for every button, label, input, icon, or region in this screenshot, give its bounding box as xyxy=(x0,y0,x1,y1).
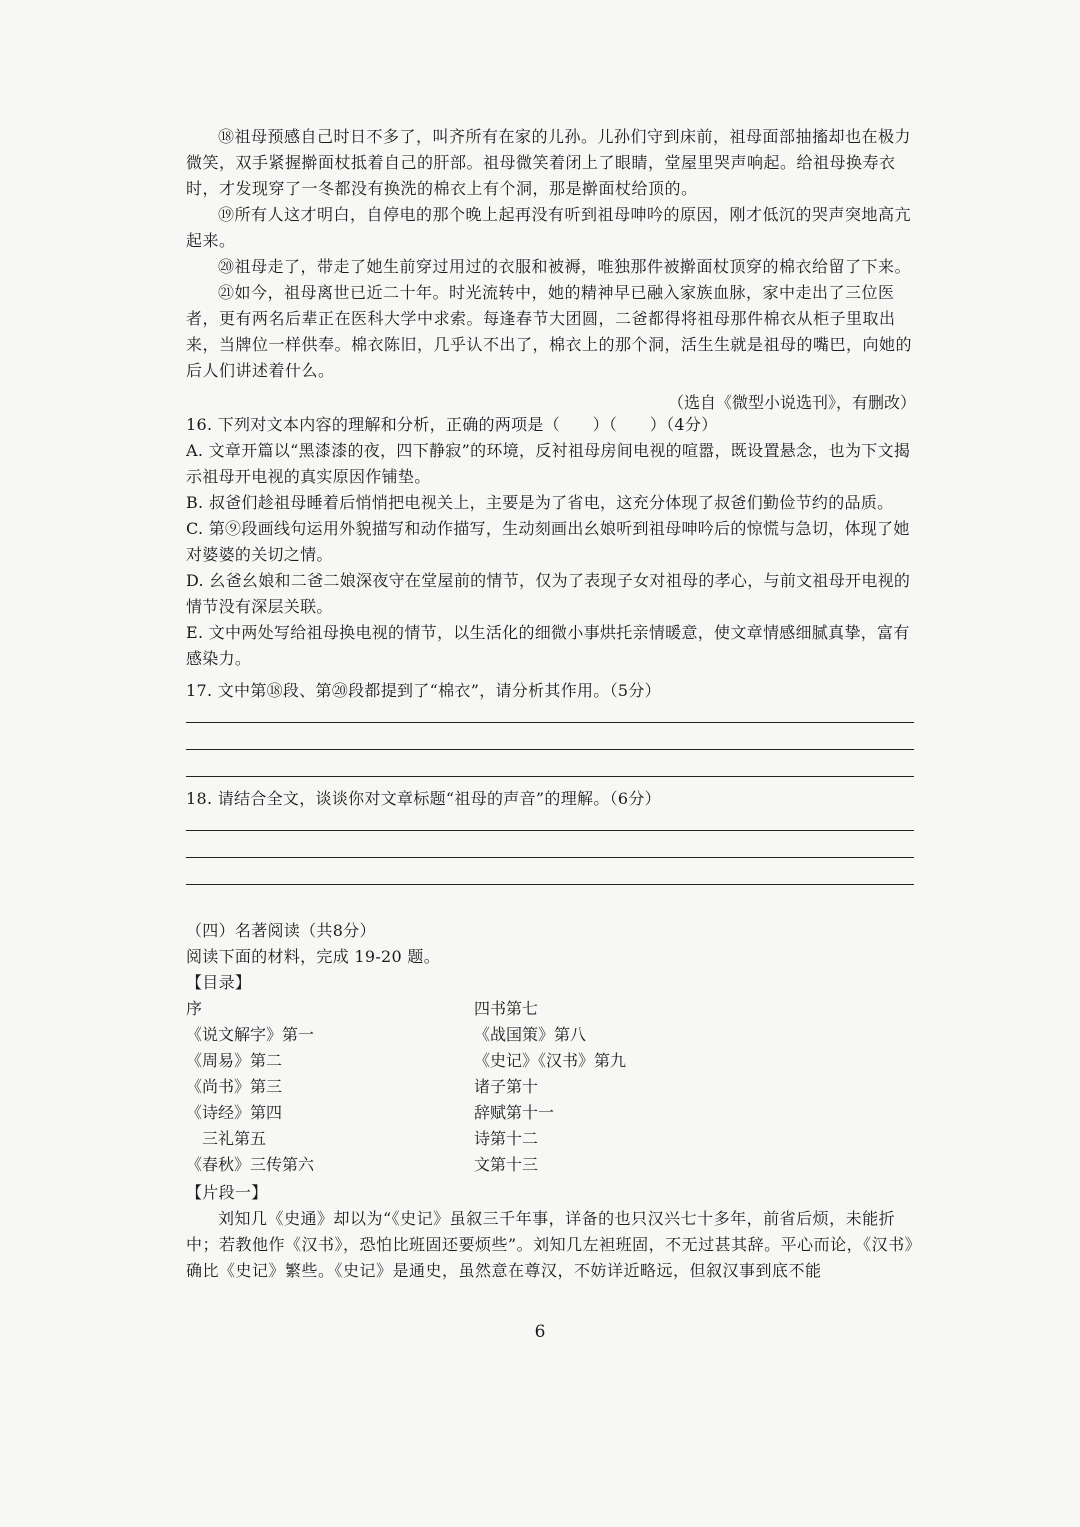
toc-item: 辞赋第十一 xyxy=(474,1103,555,1122)
question-16-option-e: E. 文中两处写给祖母换电视的情节，以生活化的细微小事烘托亲情暖意，使文章情感细腻真挚，富有感染力。 xyxy=(186,623,910,668)
toc-item: 文第十三 xyxy=(474,1155,539,1174)
excerpt-one xyxy=(186,1180,916,1284)
question-18-stem: 18. 请结合全文，谈谈你对文章标题“祖母的声音”的理解。（6分） xyxy=(186,789,661,808)
page-number: 6 xyxy=(534,1322,546,1342)
toc-item: 诗第十二 xyxy=(474,1129,539,1148)
toc-item: 诸子第十 xyxy=(474,1077,539,1096)
question-18 xyxy=(186,786,916,885)
section-title: （四）名著阅读（共8分） xyxy=(186,921,376,940)
toc-item: 《说文解字》第一 xyxy=(186,1025,315,1044)
toc-right-column xyxy=(474,996,626,1178)
answer-line[interactable] xyxy=(186,857,914,858)
question-16-option-d: D. 幺爸幺娘和二爸二娘深夜守在堂屋前的情节，仅为了表现子女对祖母的孝心，与前文祖母开电视的情节没有深层关联。 xyxy=(186,571,911,616)
story-text xyxy=(186,124,916,416)
answer-line[interactable] xyxy=(186,830,914,831)
story-paragraph-20: ⑳祖母走了，带走了她生前穿过用过的衣服和被褥，唯独那件被擀面杖顶穿的棉衣给留了下来。 xyxy=(218,257,912,276)
toc-item: 四书第七 xyxy=(474,999,539,1018)
answer-line[interactable] xyxy=(186,884,914,885)
section-4-header xyxy=(186,918,916,996)
excerpt-text: 刘知几《史通》却以为“《史记》虽叙三千年事，详备的也只汉兴七十多年，前省后烦，未能折中；若教他作《汉书》，恐怕比班固还要烦些”。刘知几左袒班固，不无过甚其辞。平心而论，《汉书》确比《史记》繁些。《史记》是通史，虽然意在尊汉，不妨详近略远，但叙汉事到底不能 xyxy=(186,1209,914,1280)
toc-heading: 【目录】 xyxy=(186,973,252,992)
answer-line[interactable] xyxy=(186,722,914,723)
toc-item: 三礼第五 xyxy=(186,1129,267,1148)
toc-item: 《尚书》第三 xyxy=(186,1077,283,1096)
question-17 xyxy=(186,678,916,777)
answer-line[interactable] xyxy=(186,776,914,777)
section-instruction: 阅读下面的材料，完成 19-20 题。 xyxy=(186,947,440,966)
toc-item: 《诗经》第四 xyxy=(186,1103,283,1122)
question-16-option-b: B. 叔爸们趁祖母睡着后悄悄把电视关上，主要是为了省电，这充分体现了叔爸们勤俭节约的品质。 xyxy=(186,493,894,512)
toc-item: 《春秋》三传第六 xyxy=(186,1155,315,1174)
question-16 xyxy=(186,412,916,672)
question-16-option-a: A. 文章开篇以“黑漆漆的夜，四下静寂”的环境，反衬祖母房间电视的喧嚣，既设置悬念，也为下文揭示祖母开电视的真实原因作铺垫。 xyxy=(186,441,911,486)
toc-left-column xyxy=(186,996,314,1178)
story-paragraph-18: ⑱祖母预感自己时日不多了，叫齐所有在家的儿孙。儿孙们守到床前，祖母面部抽搐却也在极力微笑，双手紧握擀面杖抵着自己的肝部。祖母微笑着闭上了眼睛，堂屋里哭声响起。给祖母换寿衣时，才发现穿了一冬都没有换洗的棉衣上有个洞，那是擀面杖给顶的。 xyxy=(186,127,912,198)
answer-line[interactable] xyxy=(186,749,914,750)
story-paragraph-19: ⑲所有人这才明白，自停电的那个晚上起再没有听到祖母呻吟的原因，刚才低沉的哭声突地高亢起来。 xyxy=(186,205,912,250)
excerpt-heading: 【片段一】 xyxy=(186,1183,268,1202)
question-16-stem: 16. 下列对文本内容的理解和分析，正确的两项是（ ）（ ）（4分） xyxy=(186,415,718,434)
toc-item: 序 xyxy=(186,999,203,1018)
toc-item: 《战国策》第八 xyxy=(474,1025,587,1044)
toc-item: 《周易》第二 xyxy=(186,1051,283,1070)
question-16-option-c: C. 第⑨段画线句运用外貌描写和动作描写，生动刻画出幺娘听到祖母呻吟后的惊慌与急切，体现了她对婆婆的关切之情。 xyxy=(186,519,910,564)
story-source: （选自《微型小说选刊》，有删改） xyxy=(667,393,916,412)
question-17-stem: 17. 文中第⑱段、第⑳段都提到了“棉衣”，请分析其作用。（5分） xyxy=(186,681,661,700)
toc-item: 《史记》《汉书》第九 xyxy=(474,1051,627,1070)
story-paragraph-21: ㉑如今，祖母离世已近二十年。时光流转中，她的精神早已融入家族血脉，家中走出了三位医者，更有两名后辈正在医科大学中求索。每逢春节大团圆，二爸都得将祖母那件棉衣从柜子里取出来，当牌位一样供奉。棉衣陈旧，几乎认不出了，棉衣上的那个洞，活生生就是祖母的嘴巴，向她的后人们讲述着什么。 xyxy=(186,283,913,380)
